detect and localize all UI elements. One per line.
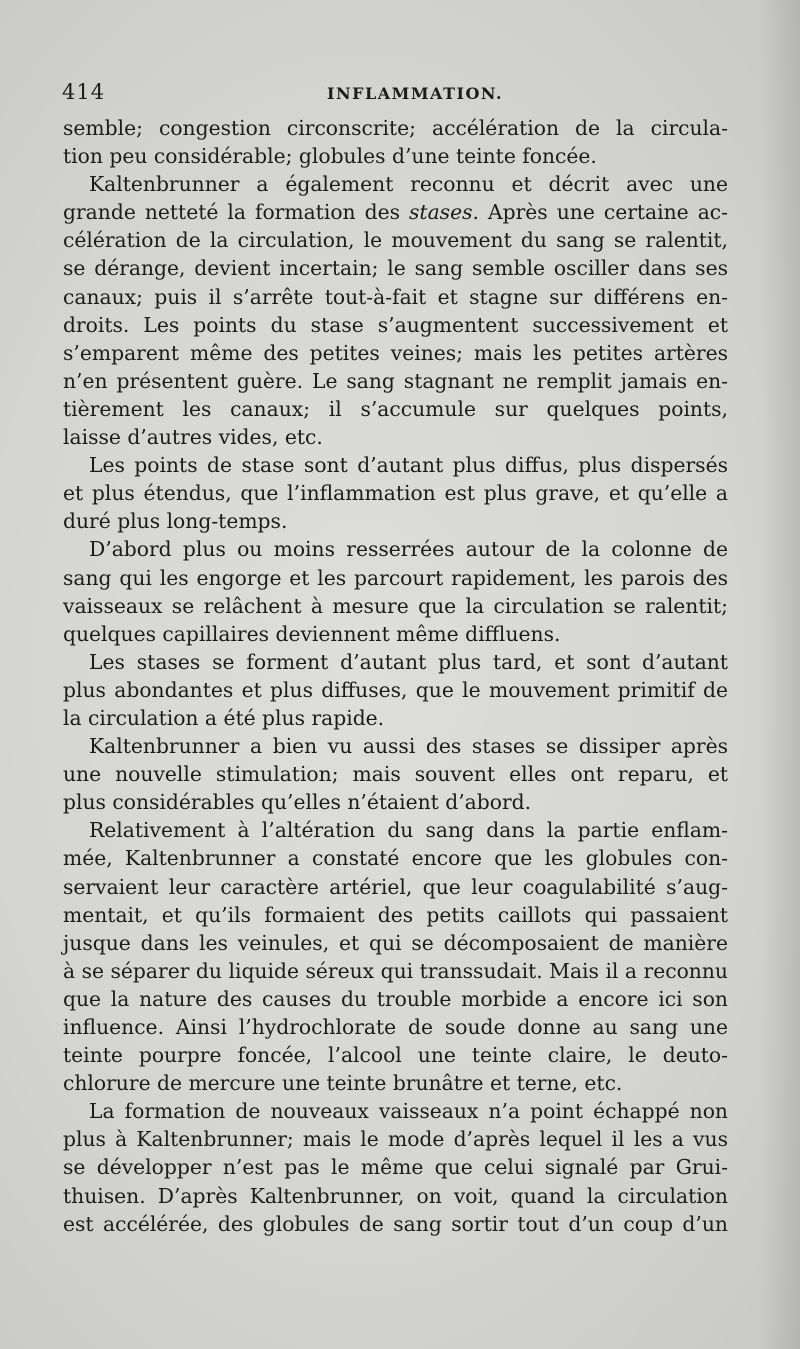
text-line: Les points de stase sont d’autant plus diffus, plus dispersés: [89, 453, 728, 478]
running-title: INFLAMMATION.: [327, 84, 504, 103]
paragraph: [63, 114, 728, 170]
text-line: se développer n’est pas le même que celui signalé par Grui-: [63, 1155, 728, 1180]
running-head: [62, 80, 728, 108]
text-line: thuisen. D’après Kaltenbrunner, on voit, quand la circulation: [63, 1183, 728, 1208]
paragraph: [63, 816, 728, 1097]
text-line: chlorure de mercure une teinte brunâtre et terne, etc.: [63, 1071, 623, 1096]
page-number: 414: [62, 80, 106, 104]
page-edge-shadow: [760, 0, 800, 1349]
text-line: plus considérables qu’elles n’étaient d’abord.: [63, 790, 532, 815]
paragraph: [63, 451, 728, 535]
text-line: vaisseaux se relâchent à mesure que la circulation se ralentit;: [63, 593, 728, 618]
text-line: Relativement à l’altération du sang dans la partie enflam-: [89, 818, 728, 843]
text-line: plus à Kaltenbrunner; mais le mode d’après lequel il les a vus: [63, 1127, 728, 1152]
text-line: quelques capillaires deviennent même diffluens.: [63, 621, 561, 646]
text-line: mée, Kaltenbrunner a constaté encore que les globules con-: [63, 846, 728, 871]
text-line: la circulation a été plus rapide.: [63, 705, 385, 730]
text-line: servaient leur caractère artériel, que leur coagulabilité s’aug-: [63, 874, 728, 899]
text-line: que la nature des causes du trouble morbide a encore ici son: [63, 986, 728, 1011]
text-line: droits. Les points du stase s’augmentent successivement et: [63, 312, 728, 337]
text-line: une nouvelle stimulation; mais souvent elles ont reparu, et: [63, 762, 728, 787]
text-line: s’emparent même des petites veines; mais les petites artères: [63, 340, 728, 365]
text-line: teinte pourpre foncée, l’alcool une teinte claire, le deuto-: [63, 1043, 728, 1068]
text-line: duré plus long-temps.: [63, 509, 288, 534]
paragraph: [63, 732, 728, 816]
text-line: célération de la circulation, le mouvement du sang se ralentit,: [63, 228, 728, 253]
paragraph: [63, 535, 728, 647]
text-line: sang qui les engorge et les parcourt rapidement, les parois des: [63, 565, 728, 590]
text-line: influence. Ainsi l’hydrochlorate de soude donne au sang une: [63, 1015, 728, 1039]
text-line: canaux; puis il s’arrête tout-à-fait et stagne sur différens en-: [63, 284, 728, 309]
text-line: mentait, et qu’ils formaient des petits caillots qui passaient: [63, 902, 728, 927]
paragraph: [63, 648, 728, 732]
text-line: est accélérée, des globules de sang sortir tout d’un coup d’un: [63, 1211, 728, 1236]
paragraph: [63, 1097, 728, 1237]
text-line: jusque dans les veinules, et qui se décomposaient de manière: [63, 930, 728, 955]
text-line: tièrement les canaux; il s’accumule sur quelques points,: [63, 396, 728, 421]
text-line: semble; congestion circonscrite; accélération de la circula-: [63, 116, 728, 140]
text-line: grande netteté la formation des stases. Après une certaine ac-: [63, 200, 728, 225]
text-line: Kaltenbrunner a bien vu aussi des stases se dissiper après: [89, 734, 728, 759]
text-line: laisse d’autres vides, etc.: [63, 425, 323, 450]
text-line: plus abondantes et plus diffuses, que le mouvement primitif de: [63, 677, 728, 702]
text-line: D’abord plus ou moins resserrées autour de la colonne de: [89, 537, 728, 562]
emphasis-stases: stases: [409, 200, 473, 225]
text-line: Les stases se forment d’autant plus tard, et sont d’autant: [89, 649, 728, 674]
text-line: tion peu considérable; globules d’une teinte foncée.: [63, 144, 597, 169]
text-line: se dérange, devient incertain; le sang semble osciller dans ses: [63, 256, 728, 281]
text-line: Kaltenbrunner a également reconnu et décrit avec une: [89, 172, 728, 197]
text-line: n’en présentent guère. Le sang stagnant ne remplit jamais en-: [63, 368, 728, 393]
text-line: à se séparer du liquide séreux qui transsudait. Mais il a reconnu: [63, 958, 728, 983]
body-text: [63, 114, 728, 1238]
text-line: et plus étendus, que l’inflammation est plus grave, et qu’elle a: [63, 481, 728, 506]
text-line: La formation de nouveaux vaisseaux n’a point échappé non: [89, 1099, 728, 1124]
paragraph: [63, 170, 728, 451]
